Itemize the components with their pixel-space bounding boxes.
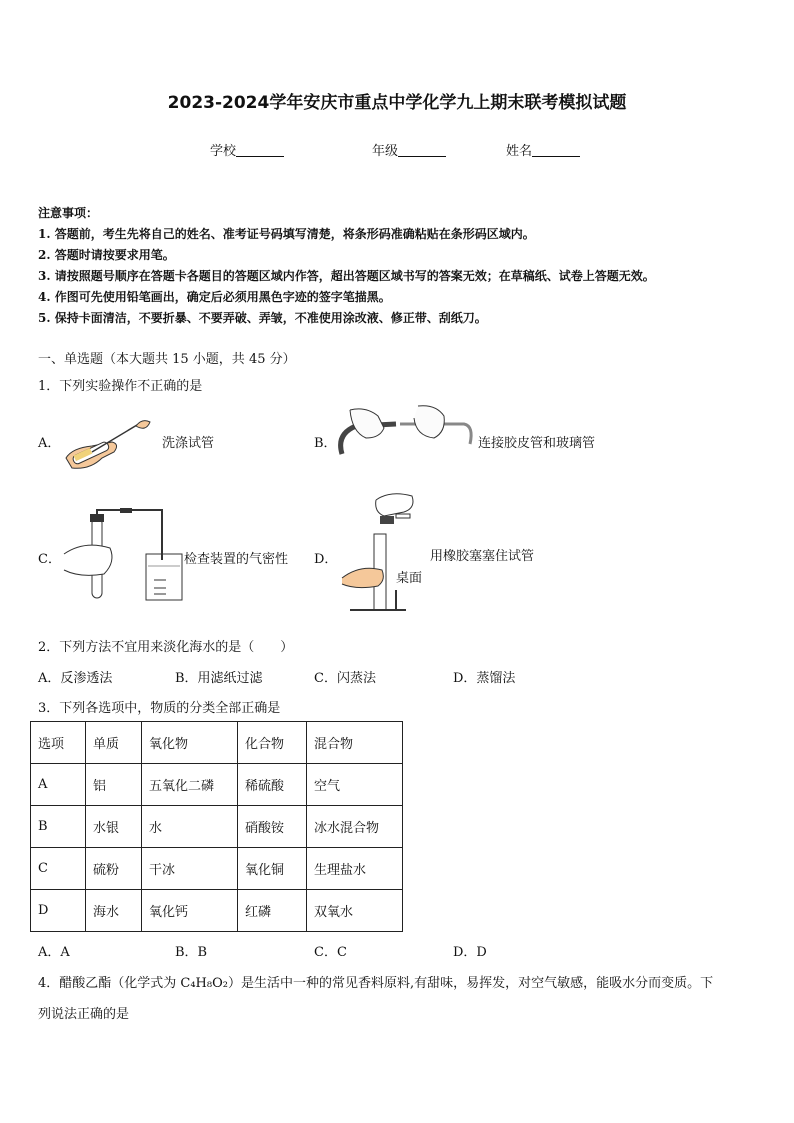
grade-field [372,140,446,159]
table-cell: 氧化铜 [238,848,307,890]
name-label: 姓名 [506,144,533,159]
table-cell: 空气 [307,764,403,806]
q1-option-a-letter: A． [38,436,61,451]
q1-option-d-letter: D． [314,552,338,567]
question-2-stem: 2．下列方法不宜用来淡化海水的是（ ） [38,640,294,655]
table-cell: 红磷 [238,890,307,932]
table-cell: 海水 [86,890,142,932]
notice-heading: 注意事项： [38,206,99,220]
q3-option-d: D．D [453,945,487,960]
table-row [31,806,403,848]
name-blank [532,144,580,157]
page-title: 2023-2024学年安庆市重点中学化学九上期末联考模拟试题 [167,93,627,113]
table-cell: 生理盐水 [307,848,403,890]
table-header-cell: 化合物 [238,722,307,764]
name-field [506,140,580,159]
q1-option-b-label: 连接胶皮管和玻璃管 [478,436,596,451]
table-header-cell: 选项 [31,722,86,764]
table-cell: 水 [142,806,238,848]
table-cell: 干冰 [142,848,238,890]
q3-option-a: A．A [38,945,70,960]
table-header-row [31,722,403,764]
table-cell: A [31,764,86,806]
table-cell: D [31,890,86,932]
q2-option-c: C．闪蒸法 [314,671,376,686]
school-label: 学校 [210,144,237,159]
section-heading: 一、单选题（本大题共 15 小题，共 45 分） [38,352,296,367]
q2-option-d: D．蒸馏法 [453,671,516,686]
classification-table [30,721,403,932]
notice-item: 4. 作图可先使用铅笔画出，确定后必须用黑色字迹的签字笔描黑。 [38,290,391,304]
table-cell: 氧化钙 [142,890,238,932]
table-cell: 稀硫酸 [238,764,307,806]
q3-option-b: B．B [175,945,208,960]
question-1-stem: 1．下列实验操作不正确的是 [38,379,203,394]
question-4-stem-line1: 4．醋酸乙酯（化学式为 C₄H₈O₂）是生活中一种的常见香料原料,有甜味，易挥发，对空气敏感，能吸水分而变质。下 [38,976,714,991]
table-row [31,764,403,806]
notice-item: 2. 答题时请按要求用笔。 [38,248,175,262]
table-cell: 铝 [86,764,142,806]
table-row [31,890,403,932]
table-cell: 冰水混合物 [307,806,403,848]
q1-option-a-label: 洗涤试管 [162,436,215,451]
q1-option-d-label: 用橡胶塞塞住试管 [430,549,535,564]
airtightness-check-illustration [62,508,186,604]
table-cell: 硫粉 [86,848,142,890]
connect-tube-illustration [336,404,481,466]
grade-label: 年级 [372,144,399,159]
table-row [31,848,403,890]
notice-item: 1. 答题前，考生先将自己的姓名、准考证号码填写清楚，将条形码准确粘贴在条形码区域内。 [38,227,535,241]
grade-blank [398,144,446,157]
q2-option-b: B．用滤纸过滤 [175,671,263,686]
q1-option-b-letter: B． [314,436,337,451]
q1-option-c-letter: C． [38,552,61,567]
desktop-label: 桌面 [396,571,423,586]
table-cell: 硝酸铵 [238,806,307,848]
table-cell: 双氧水 [307,890,403,932]
q2-option-a: A．反渗透法 [38,671,113,686]
q3-option-c: C．C [314,945,347,960]
question-3-stem: 3．下列各选项中，物质的分类全部正确是 [38,701,281,716]
q1-option-c-label: 检查装置的气密性 [184,552,289,567]
table-cell: 五氧化二磷 [142,764,238,806]
table-header-cell: 单质 [86,722,142,764]
wash-test-tube-illustration [62,418,162,478]
question-4-stem-line2: 列说法正确的是 [38,1007,130,1022]
notice-item: 3. 请按照题号顺序在答题卡各题目的答题区域内作答，超出答题区域书写的答案无效；在草稿纸、试卷上答题无效。 [38,269,655,283]
table-header-cell: 混合物 [307,722,403,764]
school-blank [236,144,284,157]
table-cell: B [31,806,86,848]
notice-item: 5. 保持卡面清洁，不要折暴、不要弄破、弄皱，不准使用涂改液、修正带、刮纸刀。 [38,311,487,325]
table-cell: 水银 [86,806,142,848]
school-field [210,140,284,159]
table-header-cell: 氧化物 [142,722,238,764]
table-cell: C [31,848,86,890]
stopper-tube-illustration [340,490,430,618]
